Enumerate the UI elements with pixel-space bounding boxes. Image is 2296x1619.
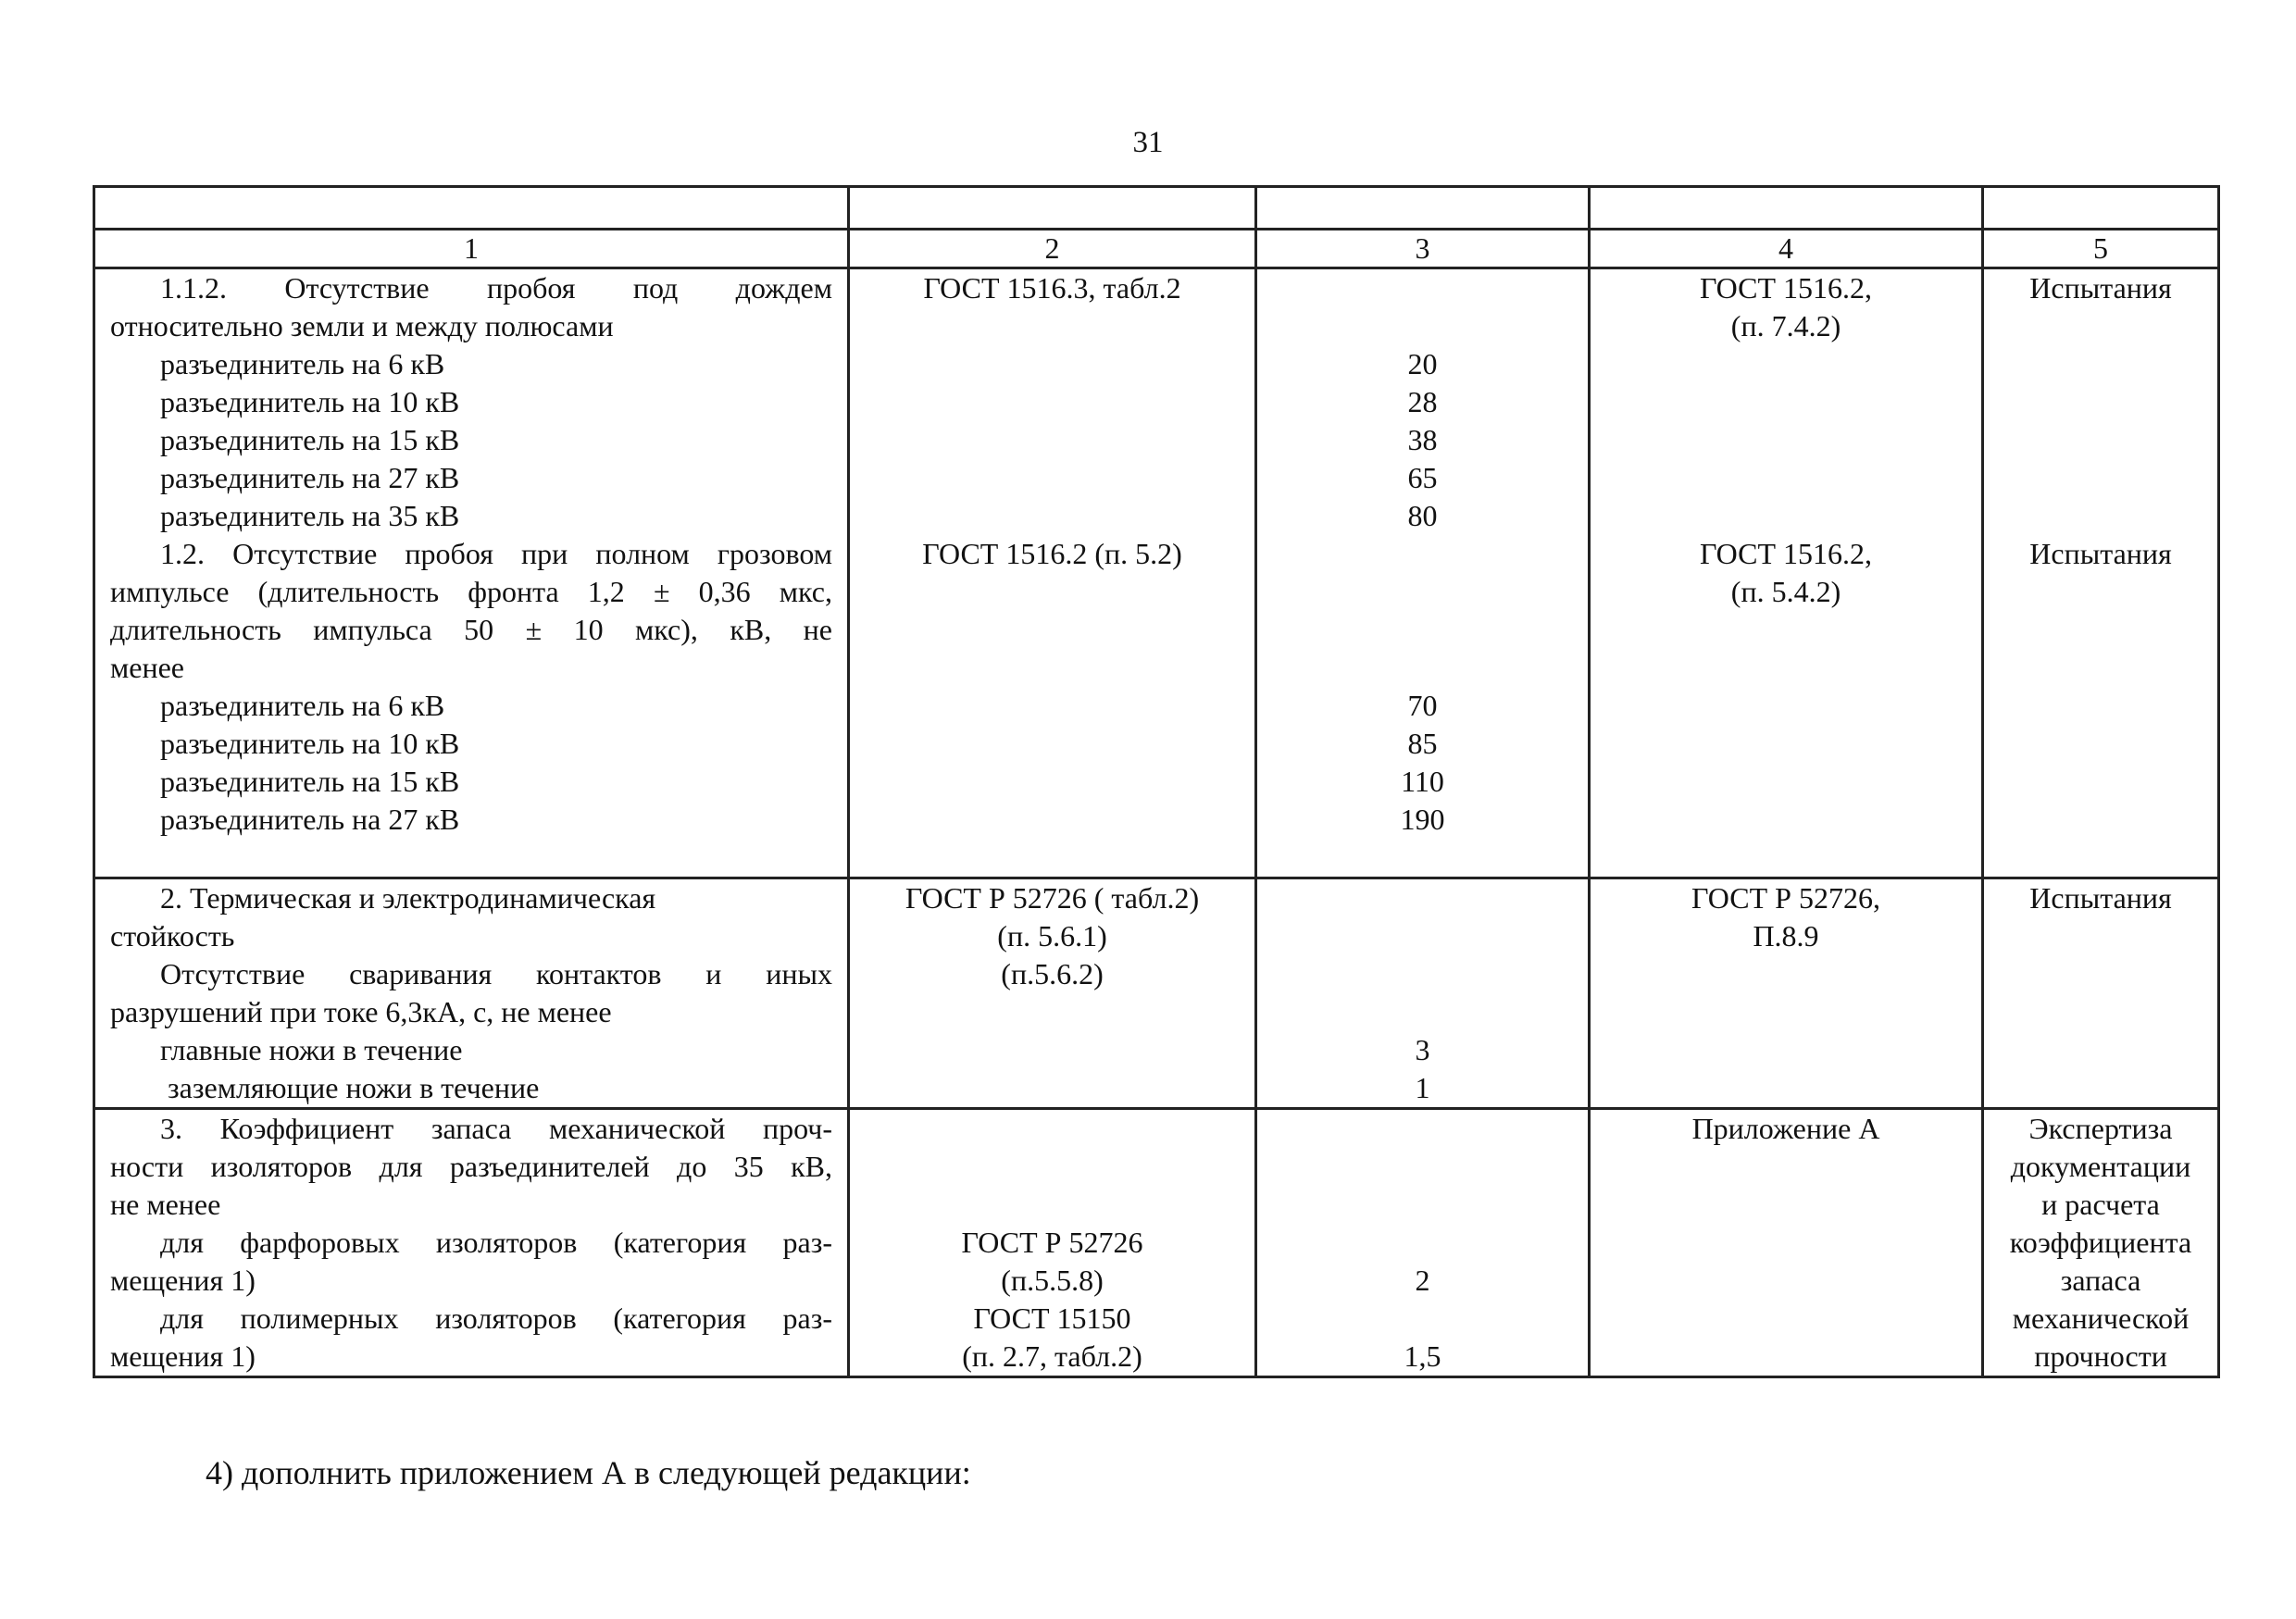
cell-line: [1605, 421, 1966, 459]
cell-line: [1605, 801, 1966, 839]
cell-line: [865, 725, 1240, 763]
requirement-cell: [94, 268, 849, 878]
cell-line: [865, 839, 1240, 877]
column-number: 2: [849, 230, 1256, 268]
cell-line: [865, 1148, 1240, 1186]
cell-line: [1272, 839, 1573, 877]
cell-line: [1605, 1224, 1966, 1262]
cell-line: разъединитель на 10 кВ: [160, 385, 460, 418]
cell-line: для полимерных изоляторов (категория раз-: [160, 1301, 832, 1335]
cell-line: [1272, 269, 1573, 307]
table-row-mechanical: [94, 1109, 2219, 1377]
cell-line: [1999, 993, 2202, 1031]
column-number: 4: [1590, 230, 1983, 268]
cell-line: Испытания: [2029, 537, 2172, 570]
cell-line: мещения 1): [110, 1264, 256, 1297]
cell-line: ности изоляторов для разъединителей до 35 кВ,: [110, 1150, 832, 1183]
cell-line: 28: [1407, 385, 1438, 418]
cell-line: [1999, 345, 2202, 383]
cell-line: [1605, 839, 1966, 877]
cell-line: [1999, 383, 2202, 421]
cell-line: [1272, 1148, 1573, 1186]
cell-line: [1605, 1186, 1966, 1224]
standard-cell: [849, 878, 1256, 1109]
cell-line: разъединитель на 27 кВ: [160, 803, 460, 836]
cell-line: [1272, 649, 1573, 687]
cell-line: главные ножи в течение: [160, 1033, 463, 1066]
cell-line: [865, 801, 1240, 839]
cell-line: [865, 1031, 1240, 1069]
cell-line: разъединитель на 10 кВ: [160, 727, 460, 760]
cell-line: [865, 611, 1240, 649]
cell-line: [1605, 497, 1966, 535]
cell-line: [1999, 649, 2202, 687]
cell-line: [1999, 955, 2202, 993]
requirement-cell: [94, 1109, 849, 1377]
table-header-blank-row: [94, 187, 2219, 230]
cell-line: [1272, 1186, 1573, 1224]
cell-line: 20: [1407, 347, 1438, 380]
cell-line: [865, 497, 1240, 535]
cell-line: [1605, 649, 1966, 687]
cell-line: ГОСТ 1516.2 (п. 5.2): [922, 537, 1182, 570]
cell-line: [1272, 573, 1573, 611]
cell-line: заземляющие ножи в течение: [168, 1071, 540, 1104]
header-cell: [1590, 187, 1983, 230]
cell-line: [865, 573, 1240, 611]
cell-line: для фарфоровых изоляторов (категория раз-: [160, 1226, 832, 1259]
standard-cell: [849, 268, 1256, 878]
table-row-dielectric: [94, 268, 2219, 878]
cell-line: стойкость: [110, 919, 235, 953]
standard-cell: [849, 1109, 1256, 1377]
cell-line: [865, 1110, 1240, 1148]
cell-line: [1272, 611, 1573, 649]
test-method-cell: [1590, 1109, 1983, 1377]
cell-line: [1999, 307, 2202, 345]
cell-line: [1272, 1300, 1573, 1338]
cell-line: [1999, 421, 2202, 459]
cell-line: [865, 307, 1240, 345]
cell-line: коэффициента: [2009, 1226, 2192, 1259]
cell-line: [1272, 535, 1573, 573]
cell-line: [865, 763, 1240, 801]
cell-line: и расчета: [2041, 1188, 2160, 1221]
cell-line: 38: [1407, 423, 1438, 456]
test-method-cell: [1590, 878, 1983, 1109]
cell-line: [1605, 687, 1966, 725]
cell-line: 1.2. Отсутствие пробоя при полном грозовом: [160, 537, 832, 570]
cell-line: 110: [1401, 765, 1444, 798]
cell-line: длительность импульса 50 ± 10 мкс), кВ, не: [110, 613, 832, 646]
header-cell: [849, 187, 1256, 230]
cell-line: 80: [1407, 499, 1438, 532]
cell-line: механической: [2012, 1301, 2190, 1335]
cell-line: [1272, 917, 1573, 955]
cell-line: [1272, 307, 1573, 345]
cell-line: ГОСТ 15150: [973, 1301, 1131, 1335]
cell-line: [1605, 1300, 1966, 1338]
cell-line: [865, 649, 1240, 687]
cell-line: [865, 687, 1240, 725]
column-number: 5: [1983, 230, 2219, 268]
cell-line: [1605, 725, 1966, 763]
verification-cell: [1983, 1109, 2219, 1377]
column-number: 3: [1256, 230, 1590, 268]
cell-line: [1999, 725, 2202, 763]
verification-cell: [1983, 878, 2219, 1109]
cell-line: [1605, 1031, 1966, 1069]
cell-line: П.8.9: [1753, 919, 1819, 953]
cell-line: 2. Термическая и электродинамическая: [160, 881, 656, 915]
cell-line: 3: [1415, 1033, 1430, 1066]
cell-line: Отсутствие сваривания контактов и иных: [160, 957, 832, 990]
cell-line: разъединитель на 6 кВ: [160, 347, 445, 380]
cell-line: ГОСТ 1516.3, табл.2: [923, 271, 1181, 305]
test-method-cell: [1590, 268, 1983, 878]
cell-line: [865, 1069, 1240, 1107]
cell-line: [1605, 345, 1966, 383]
cell-line: [865, 1186, 1240, 1224]
cell-line: документации: [2010, 1150, 2191, 1183]
cell-line: [1999, 1069, 2202, 1107]
cell-line: ГОСТ 1516.2,: [1699, 537, 1873, 570]
requirement-cell: [94, 878, 849, 1109]
cell-line: (п. 2.7, табл.2): [962, 1339, 1142, 1373]
cell-line: ГОСТ Р 52726,: [1691, 881, 1880, 915]
cell-line: разъединитель на 27 кВ: [160, 461, 460, 494]
cell-line: [1272, 879, 1573, 917]
footer-note: 4) дополнить приложением А в следующей редакции:: [206, 1454, 971, 1491]
cell-line: [1272, 993, 1573, 1031]
cell-line: [1272, 1110, 1573, 1148]
cell-line: [1999, 801, 2202, 839]
column-number-row: [94, 230, 2219, 268]
cell-line: [1605, 1069, 1966, 1107]
cell-line: Приложение А: [1691, 1112, 1880, 1145]
cell-line: 3. Коэффициент запаса механической проч-: [160, 1112, 832, 1145]
cell-line: ГОСТ 1516.2,: [1699, 271, 1873, 305]
cell-line: [1605, 383, 1966, 421]
cell-line: [1999, 497, 2202, 535]
cell-line: [1999, 917, 2202, 955]
header-cell: [94, 187, 849, 230]
cell-line: [1272, 955, 1573, 993]
cell-line: разрушений при токе 6,3кА, с, не менее: [110, 995, 612, 1028]
cell-line: ГОСТ Р 52726 ( табл.2): [905, 881, 1200, 915]
cell-line: разъединитель на 6 кВ: [160, 689, 445, 722]
cell-line: [1605, 993, 1966, 1031]
cell-line: не менее: [110, 1188, 221, 1221]
header-cell: [1983, 187, 2219, 230]
cell-line: разъединитель на 15 кВ: [160, 423, 460, 456]
cell-line: [1999, 459, 2202, 497]
cell-line: [1999, 1031, 2202, 1069]
column-number: 1: [94, 230, 849, 268]
table-row-thermal: [94, 878, 2219, 1109]
cell-line: [1999, 839, 2202, 877]
cell-line: 1,5: [1404, 1339, 1441, 1373]
cell-line: [1605, 459, 1966, 497]
cell-line: 1.1.2. Отсутствие пробоя под дождем: [160, 271, 832, 305]
cell-line: 85: [1407, 727, 1438, 760]
cell-line: мещения 1): [110, 1339, 256, 1373]
cell-line: [1605, 763, 1966, 801]
cell-line: 1: [1415, 1071, 1430, 1104]
cell-line: [1999, 573, 2202, 611]
cell-line: [1605, 1148, 1966, 1186]
cell-line: менее: [110, 651, 184, 684]
cell-line: [1999, 687, 2202, 725]
cell-line: Экспертиза: [2028, 1112, 2173, 1145]
cell-line: [1605, 1338, 1966, 1376]
cell-line: разъединитель на 15 кВ: [160, 765, 460, 798]
cell-line: 70: [1407, 689, 1438, 722]
header-cell: [1256, 187, 1590, 230]
cell-line: [865, 345, 1240, 383]
cell-line: запаса: [2060, 1264, 2141, 1297]
cell-line: [1605, 611, 1966, 649]
value-cell: [1256, 878, 1590, 1109]
cell-line: 65: [1407, 461, 1438, 494]
cell-line: ГОСТ Р 52726: [961, 1226, 1143, 1259]
cell-line: относительно земли и между полюсами: [110, 309, 614, 342]
cell-line: 2: [1415, 1264, 1430, 1297]
cell-line: Испытания: [2029, 271, 2172, 305]
cell-line: разъединитель на 35 кВ: [160, 499, 460, 532]
cell-line: [110, 839, 832, 877]
verification-cell: [1983, 268, 2219, 878]
cell-line: [1272, 1224, 1573, 1262]
cell-line: (п.5.6.2): [1001, 957, 1104, 990]
value-cell: [1256, 268, 1590, 878]
cell-line: [865, 459, 1240, 497]
cell-line: [865, 993, 1240, 1031]
page-number: 31: [1132, 126, 1164, 159]
cell-line: (п. 7.4.2): [1730, 309, 1841, 342]
requirements-table: [93, 185, 2220, 1378]
value-cell: [1256, 1109, 1590, 1377]
cell-line: [1605, 1262, 1966, 1300]
cell-line: импульсе (длительность фронта 1,2 ± 0,36 мкс,: [110, 575, 832, 608]
cell-line: (п. 5.4.2): [1730, 575, 1841, 608]
cell-line: [1999, 611, 2202, 649]
cell-line: прочности: [2034, 1339, 2167, 1373]
cell-line: (п. 5.6.1): [997, 919, 1107, 953]
cell-line: [1605, 955, 1966, 993]
cell-line: Испытания: [2029, 881, 2172, 915]
cell-line: [865, 421, 1240, 459]
cell-line: (п.5.5.8): [1001, 1264, 1104, 1297]
cell-line: [865, 383, 1240, 421]
cell-line: 190: [1400, 803, 1445, 836]
cell-line: [1999, 763, 2202, 801]
